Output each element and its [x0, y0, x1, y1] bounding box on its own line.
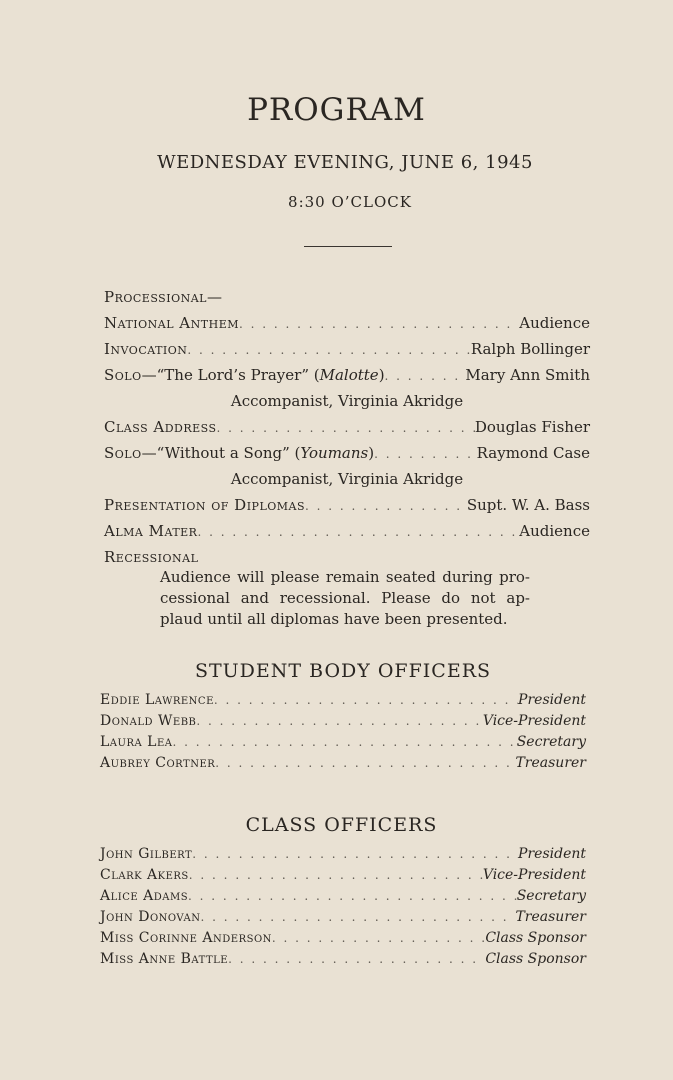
anthem-performer: Audience	[519, 314, 590, 332]
program-item-invocation	[104, 340, 590, 366]
officer-name: Alice Adams	[100, 888, 189, 904]
processional-label: Processional—	[104, 288, 223, 306]
program-item-solo-2	[104, 444, 590, 470]
officer-role: Treasurer	[515, 909, 586, 925]
leader-dots	[187, 343, 470, 357]
leader-dots	[374, 447, 477, 461]
list-item	[100, 692, 586, 713]
leader-dots	[215, 756, 515, 770]
solo-1-accompanist: Accompanist, Virginia Akridge	[230, 392, 464, 410]
list-item	[100, 867, 586, 888]
list-item	[100, 713, 586, 734]
list-item	[100, 755, 586, 776]
officer-name: Miss Corinne Anderson	[100, 930, 272, 946]
solo-2-label	[104, 444, 374, 462]
list-item	[100, 846, 586, 867]
audience-note: Audience will please remain seated during pro-cessional and recessional. Please do not ap-plaud until all diplomas have been presented.	[160, 568, 530, 628]
officer-role: President	[518, 846, 586, 862]
officer-name: Eddie Lawrence	[100, 692, 214, 708]
list-item	[100, 888, 586, 909]
leader-dots	[214, 693, 518, 707]
leader-dots	[217, 421, 475, 435]
event-date: WEDNESDAY EVENING, JUNE 6, 1945	[157, 152, 533, 173]
student-officers-list	[100, 692, 586, 776]
solo-2-composer: Youmans	[300, 444, 369, 462]
event-time: 8:30 O’CLOCK	[288, 193, 412, 211]
officer-role: Class Sponsor	[485, 930, 586, 946]
solo-1-composer: Malotte	[319, 366, 379, 384]
list-item	[100, 734, 586, 755]
officer-name: Aubrey Cortner	[100, 755, 216, 771]
alma-mater-label: Alma Mater	[104, 522, 198, 540]
leader-dots	[192, 847, 518, 861]
list-item	[100, 909, 586, 930]
officer-name: Donald Webb	[100, 713, 197, 729]
list-item	[100, 951, 586, 972]
program-list	[104, 288, 590, 574]
address-label: Class Address	[104, 418, 217, 436]
leader-dots	[228, 952, 485, 966]
solo-1-title: —“The Lord’s Prayer” (	[141, 366, 320, 384]
invocation-label: Invocation	[104, 340, 188, 358]
leader-dots	[196, 714, 482, 728]
address-performer: Douglas Fisher	[474, 418, 590, 436]
solo-2-performer: Raymond Case	[476, 444, 590, 462]
solo-label: Solo	[104, 444, 142, 462]
solo-2-accompanist: Accompanist, Virginia Akridge	[230, 470, 464, 488]
program-item-anthem	[104, 314, 590, 340]
program-item-solo-1	[104, 366, 590, 392]
diplomas-label: Presentation of Diplomas	[104, 496, 306, 514]
officer-name: John Donovan	[100, 909, 201, 925]
officer-role: Vice-President	[482, 713, 586, 729]
solo-1-close: )	[378, 366, 385, 384]
officer-role: President	[518, 692, 586, 708]
leader-dots	[385, 369, 466, 383]
leader-dots	[272, 931, 485, 945]
solo-label: Solo	[104, 366, 142, 384]
program-item-diplomas	[104, 496, 590, 522]
leader-dots	[239, 317, 519, 331]
class-officers-list	[100, 846, 586, 972]
student-officers-title: STUDENT BODY OFFICERS	[194, 660, 492, 682]
list-item	[100, 930, 586, 951]
program-item-alma-mater	[104, 522, 590, 548]
program-item-processional	[104, 288, 590, 314]
officer-name: Clark Akers	[100, 867, 189, 883]
leader-dots	[188, 889, 517, 903]
leader-dots	[197, 525, 519, 539]
officer-role: Vice-President	[482, 867, 586, 883]
officer-name: John Gilbert	[100, 846, 193, 862]
officer-role: Treasurer	[515, 755, 586, 771]
leader-dots	[200, 910, 515, 924]
leader-dots	[172, 735, 516, 749]
leader-dots	[305, 499, 467, 513]
solo-2-title: —“Without a Song” (	[141, 444, 301, 462]
invocation-performer: Ralph Bollinger	[470, 340, 590, 358]
anthem-label: National Anthem	[104, 314, 239, 332]
diplomas-presenter: Supt. W. A. Bass	[466, 496, 590, 514]
program-item-address	[104, 418, 590, 444]
solo-1-performer: Mary Ann Smith	[465, 366, 590, 384]
alma-mater-performer: Audience	[519, 522, 590, 540]
divider	[304, 246, 392, 247]
officer-role: Secretary	[516, 888, 586, 904]
page-title: PROGRAM	[247, 92, 426, 128]
officer-role: Class Sponsor	[485, 951, 586, 967]
recessional-label: Recessional	[104, 548, 199, 566]
solo-2-close: )	[368, 444, 375, 462]
officer-role: Secretary	[516, 734, 586, 750]
class-officers-title: CLASS OFFICERS	[245, 814, 438, 836]
officer-name: Laura Lea	[100, 734, 173, 750]
solo-1-label	[104, 366, 385, 384]
officer-name: Miss Anne Battle	[100, 951, 229, 967]
leader-dots	[189, 868, 483, 882]
